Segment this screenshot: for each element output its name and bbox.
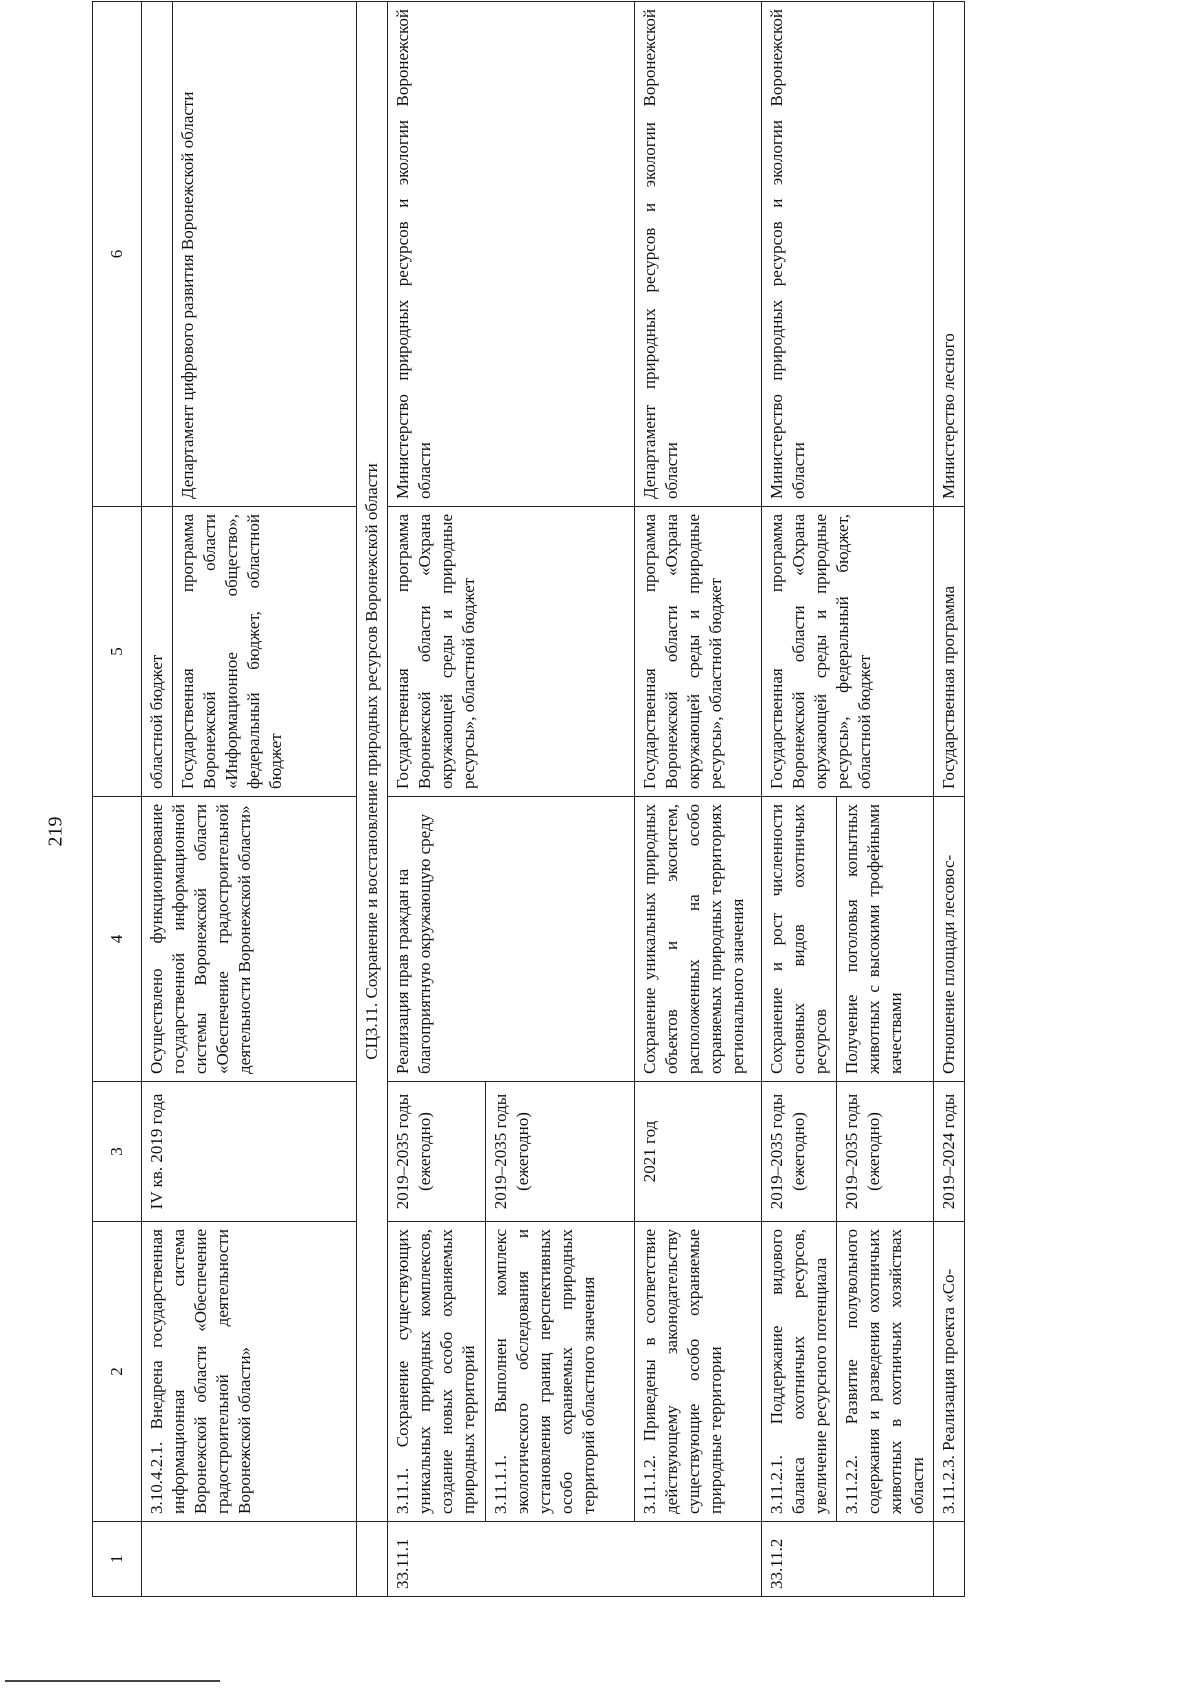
- cell-task: 3.11.2.2. Развитие полувольного содержания и разведения охотничьих животных в охотничьих хозяйствах области: [836, 1222, 933, 1522]
- cell-task: 3.11.2.3. Реализация проекта «Со-: [934, 1222, 965, 1522]
- cell-task: 3.11.1.2. Приведены в соответствие действующему законодательству существующие особо охраняемые природные территории: [634, 1222, 761, 1522]
- cell-empty: [357, 1522, 388, 1597]
- cell-period: 2021 год: [634, 1082, 761, 1222]
- cell-result: Реализация прав граждан на благоприятную окружающую среду: [388, 797, 634, 1082]
- col-header-1: 1: [93, 1522, 142, 1597]
- col-header-3: 3: [93, 1082, 142, 1222]
- header-row: [93, 2, 142, 1597]
- cell-funding: Государственная программа Воронежской области «Охрана окружающей среды и природные ресурсы», федеральный бюджет, областной бюджет: [761, 507, 934, 797]
- table-row: [388, 2, 485, 1597]
- col-header-2: 2: [93, 1222, 142, 1522]
- col-header-6: 6: [93, 2, 142, 507]
- cell-result: Отношение площади лесовос-: [934, 797, 965, 1082]
- cell-code: 33.11.1: [388, 1522, 761, 1597]
- cell-task: 3.11.2.1. Поддержание видового баланса охотничьих ресурсов, увеличение ресурсного потенциала: [761, 1222, 836, 1522]
- table-row: [634, 2, 761, 1597]
- cell-task: 3.11.1. Сохранение существующих уникальных природных комплексов, создание новых особо охраняемых природных территорий: [388, 1222, 485, 1522]
- cell-result: Осуществлено функционирование государственной информационной системы Воронежской области «Обеспечение градостроительной деятельности Воронежской области»: [142, 797, 357, 1082]
- cell-task: 3.11.1.1. Выполнен комплекс экологического обследования и установления границ перспективных особо охраняемых природных территорий областного значения: [485, 1222, 634, 1522]
- cell-period: 2019–2035 годы (ежегодно): [836, 1082, 933, 1222]
- cell-funding: Государственная программа Воронежской области «Охрана окружающей среды и природные ресурсы», областной бюджет: [634, 507, 761, 797]
- cell-responsible: Министерство лесного: [934, 2, 965, 507]
- cell-empty: [142, 2, 173, 507]
- cell-funding-top: областной бюджет: [142, 507, 173, 797]
- cell-result: Сохранение уникальных природных объектов и экосистем, расположенных на особо охраняемых природных территориях регионального значения: [634, 797, 761, 1082]
- cell-result: Сохранение и рост численности основных видов охотничьих ресурсов: [761, 797, 836, 1082]
- cell-responsible: Министерство природных ресурсов и экологии Воронежской области: [388, 2, 634, 507]
- cell-period: 2019–2035 годы (ежегодно): [761, 1082, 836, 1222]
- cell-funding: Государственная программа Воронежской области «Информационное общество», федеральный бюджет, областной бюджет: [173, 507, 357, 797]
- table-row: [761, 2, 836, 1597]
- cell-empty: [934, 1522, 965, 1597]
- cell-responsible: Департамент цифрового развития Воронежской области: [173, 2, 357, 507]
- cell-period: IV кв. 2019 года: [142, 1082, 357, 1222]
- page-number: 219: [44, 816, 67, 847]
- col-header-4: 4: [93, 797, 142, 1082]
- table-row: [142, 2, 173, 1597]
- cell-result: Получение поголовья копытных животных с высокими трофейными качествами: [836, 797, 933, 1082]
- rotated-table-container: [92, 2, 1192, 1597]
- section-row: [357, 2, 388, 1597]
- cell-code: 33.11.2: [761, 1522, 934, 1597]
- plan-table: [92, 1, 965, 1597]
- cell-responsible: Министерство природных ресурсов и экологии Воронежской области: [761, 2, 934, 507]
- cell-responsible: Департамент природных ресурсов и экологии Воронежской области: [634, 2, 761, 507]
- cell-funding: Государственная программа Воронежской области «Охрана окружающей среды и природные ресурсы», областной бюджет: [388, 507, 634, 797]
- cell-period: 2019–2035 годы (ежегодно): [388, 1082, 485, 1222]
- section-title: СЦ3.11. Сохранение и восстановление природных ресурсов Воронежской области: [357, 2, 388, 1522]
- cell-period: 2019–2035 годы (ежегодно): [485, 1082, 634, 1222]
- cell-task: 3.10.4.2.1. Внедрена государственная информационная система Воронежской области «Обеспечение градостроительной деятельности Воронежской области»: [142, 1222, 357, 1522]
- cell-period: 2019–2024 годы: [934, 1082, 965, 1222]
- table-row: [934, 2, 965, 1597]
- scan-edge-line: [5, 1680, 220, 1682]
- cell-empty: [142, 1522, 357, 1597]
- cell-funding: Государственная программа: [934, 507, 965, 797]
- col-header-5: 5: [93, 507, 142, 797]
